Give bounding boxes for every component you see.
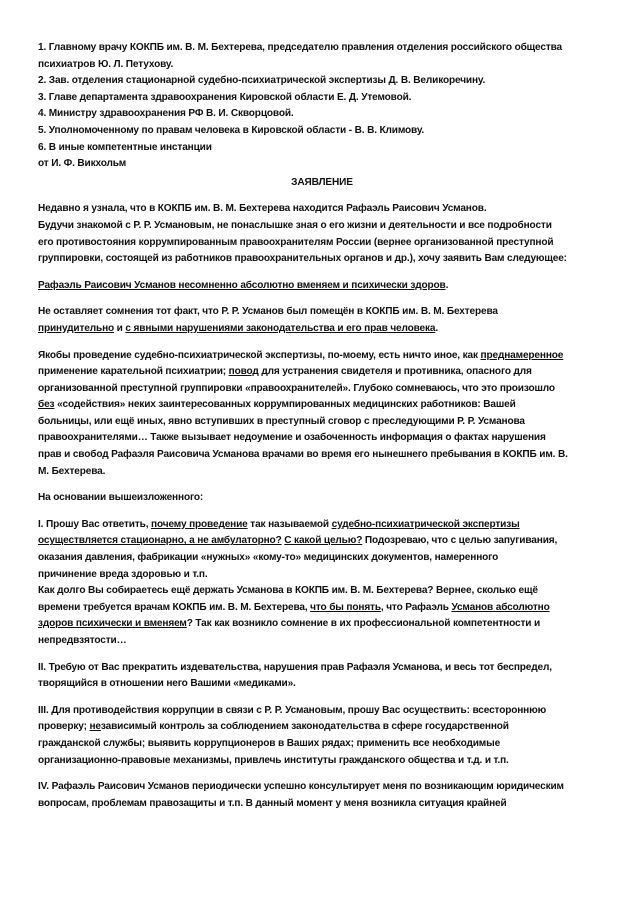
underlined-text: не [89, 721, 101, 733]
basis-line: На основании вышеизложенного: [38, 492, 204, 504]
underlined-text: с явными нарушениями законодательства и его прав человека [125, 322, 436, 334]
paragraph-line: творящийся в отношении него Вашими «медиками». [38, 678, 296, 690]
document-title: ЗАЯВЛЕНИЕ [291, 176, 353, 188]
sender-line: от И. Ф. Викхольм [38, 158, 127, 170]
paragraph-line: непредвзятости… [38, 635, 127, 646]
underlined-text: Рафаэль Раисович Усманов несомненно абсолютно вменяем и психически здоров [38, 279, 446, 291]
recipient-line: 2. Зав. отделения стационарной судебно-психиатрической экспертизы Д. В. Великоречину. [38, 75, 486, 87]
paragraph-line: без «содействия» неких заинтересованных коррумпированных медицинских работников: Вашей [38, 399, 516, 411]
recipient-line: 1. Главному врачу КОКПБ им. В. М. Бехтерева, председателю правления отделения российского общества [38, 42, 563, 53]
paragraph-line: I. Прошу Вас ответить, почему проведение так называемой судебно-психиатрической экспертизы [38, 518, 520, 530]
paragraph-line: III. Для противодействия коррупции в связи с Р. Р. Усмановым, прошу Вас осуществить: всестороннюю [38, 704, 547, 716]
intro-paragraph [38, 201, 606, 267]
recipient-line: 4. Министру здравоохранения РФ В. И. Скворцовой. [38, 108, 294, 120]
paragraph-line: проверку; независимый контроль за соблюдением законодательства в сфере государственной [38, 721, 509, 733]
paragraph-line: Не оставляет сомнения тот факт, что Р. Р. Усманов был помещён в КОКПБ им. В. М. Бехтерева [38, 306, 498, 318]
underlined-text: здоров психически и вменяем [38, 618, 187, 630]
paragraph-line: Будучи знакомой с Р. Р. Усмановым, не понаслышке зная о его жизни и деятельности и все подробности [38, 219, 552, 231]
paragraph-line: организованной преступной группировки «правоохранителей». Глубоко сомневаюсь, что это произошло [38, 382, 555, 394]
paragraph-line: Якобы проведение судебно-психиатрической экспертизы, по-моему, есть ничто иное, как преднамеренное [38, 349, 564, 361]
underlined-text: что бы понять [310, 601, 381, 613]
paragraph-line: здоров психически и вменяем? Так как возникло сомнение в их профессиональной компетентности и [38, 618, 541, 630]
paragraph-line: прав и свобод Рафаэля Раисовича Усманова врачами во время его нынешнего пребывания в КОКПБ им. В. [38, 449, 568, 461]
recipient-line: 3. Главе департамента здравоохранения Кировской области Е. Д. Утемовой. [38, 91, 412, 103]
paragraph-line: его противостояния коррумпированным правоохранителям России (вернее организованной преступной [38, 236, 554, 248]
claim-paragraph: Рафаэль Раисович Усманов несомненно абсолютно вменяем и психически здоров. [38, 279, 449, 291]
expertise-paragraph [38, 348, 606, 481]
paragraph-line: М. Бехтерева. [38, 465, 106, 477]
paragraph-line: Как долго Вы собираетесь ещё держать Усманова в КОКПБ им. В. М. Бехтерева? Вернее, сколько ещё [38, 585, 538, 597]
recipient-line: 5. Уполномоченному по правам человека в Кировской области - В. В. Климову. [38, 124, 425, 136]
underlined-text: осуществляется стационарно, а не амбулаторно? [38, 535, 282, 547]
paragraph-line: вопросам, проблемам правозащиты и т.п. В данный момент у меня возникла ситуация крайней [38, 797, 507, 809]
paragraph-line: IV. Рафаэль Раисович Усманов периодически успешно консультирует меня по возникающим юридическим [38, 781, 564, 793]
paragraph-line: организационно-правовые механизмы, привлечь институты гражданского общества и т.д. и т.п. [38, 754, 509, 766]
paragraph-line: больницы, или ещё иных, явно вступивших в преступный сговор с преследующими Р. Р. Усманова [38, 415, 525, 427]
underlined-text: повод [228, 366, 259, 378]
paragraph-line: Недавно я узнала, что в КОКПБ им. В. М. Бехтерева находится Рафаэль Раисович Усманов. [38, 203, 487, 215]
recipients-block [38, 40, 606, 173]
paragraph-line: группировки, состоящей из работников правоохранительных органов и др.), хочу заявить Вам следующее: [38, 253, 567, 265]
document-page [38, 40, 606, 812]
recipient-line: 6. В иные компетентные инстанции [38, 141, 212, 153]
paragraph-line: причинение вреда здоровью и т.п. [38, 568, 208, 580]
paragraph-line: II. Требую от Вас прекратить издевательства, нарушения прав Рафаэля Усманова, и весь тот беспредел, [38, 661, 552, 673]
recipient-line: психиатров Ю. Л. Петухову. [38, 58, 174, 70]
request-2-paragraph [38, 660, 606, 693]
paragraph-line: осуществляется стационарно, а не амбулаторно? С какой целью? Подозреваю, что с целью запугивания, [38, 535, 558, 547]
underlined-text: преднамеренное [480, 349, 564, 361]
underlined-text: без [38, 399, 55, 411]
forced-placement-paragraph [38, 304, 606, 337]
underlined-text: судебно-психиатрической экспертизы [331, 518, 520, 530]
request-4-paragraph [38, 779, 606, 812]
underlined-text: почему проведение [151, 518, 248, 530]
paragraph-line: гражданской службы; выявить коррупционеров в Ваших рядах; применить все необходимые [38, 737, 501, 749]
request-3-paragraph [38, 703, 606, 769]
paragraph-line: оказания давления, фабрикации «нужных» «кому-то» медицинских документов, намеренного [38, 552, 499, 564]
request-1-paragraph [38, 517, 606, 650]
paragraph-line: времени требуется врачам КОКПБ им. В. М. Бехтерева, что бы понять, что Рафаэль Усманов абсолютно [38, 601, 550, 613]
underlined-text: принудительно [38, 322, 115, 334]
paragraph-line: принудительно и с явными нарушениями законодательства и его прав человека. [38, 322, 439, 334]
paragraph-line: правоохранителями… Также вызывает недоумение и озабоченность информация о фактах нарушения [38, 432, 546, 444]
underlined-text: Усманов абсолютно [451, 601, 550, 613]
paragraph-line: применение карательной психиатрии; повод для устранения свидетеля и противника, опасного для [38, 366, 532, 378]
underlined-text: С какой целью? [284, 535, 363, 547]
